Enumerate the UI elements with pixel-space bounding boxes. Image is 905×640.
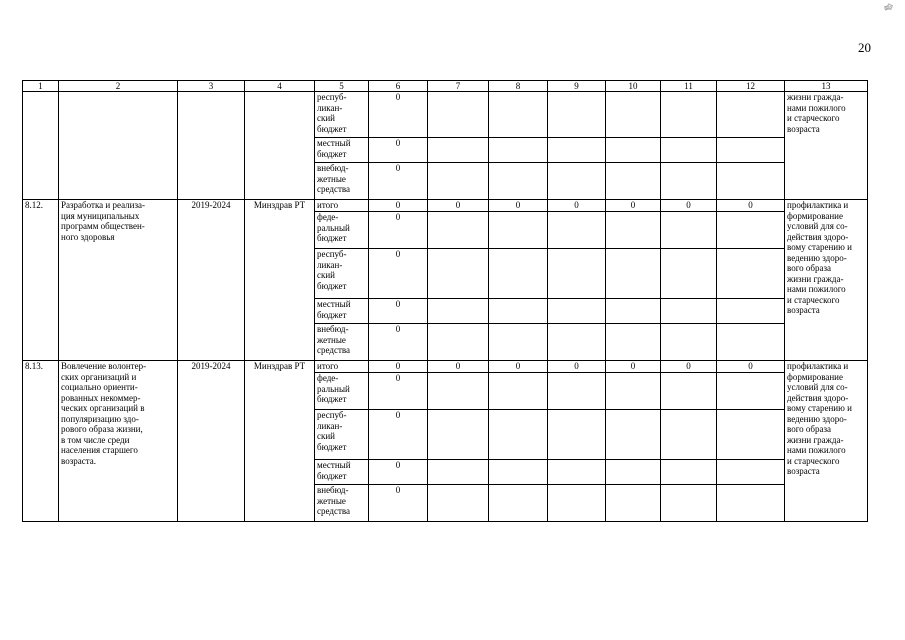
amount-cell: 0 bbox=[369, 460, 428, 485]
years-cell bbox=[178, 92, 245, 200]
funding-source: местный бюджет bbox=[315, 460, 369, 485]
col-header: 13 bbox=[785, 81, 868, 92]
amount-cell: 0 bbox=[369, 212, 428, 249]
name-cell bbox=[59, 92, 178, 200]
amount-cell: 0 bbox=[369, 92, 428, 138]
program-table bbox=[22, 80, 868, 522]
col-header: 5 bbox=[315, 81, 369, 92]
result-cell: профилактика и формирование условий для со- действия здоро- вому старению и ведению здоро- вого образа жизни гражда- нами пожилого и старческого возраста bbox=[785, 361, 868, 522]
amount-cell: 0 bbox=[661, 361, 717, 373]
col-header: 3 bbox=[178, 81, 245, 92]
amount-cell: 0 bbox=[369, 249, 428, 299]
amount-cell: 0 bbox=[369, 324, 428, 361]
item-number: 8.13. bbox=[23, 361, 59, 522]
col-header: 2 bbox=[59, 81, 178, 92]
amount-cell: 0 bbox=[369, 410, 428, 460]
col-header: 4 bbox=[245, 81, 315, 92]
col-header: 8 bbox=[489, 81, 548, 92]
item-years: 2019-2024 bbox=[178, 200, 245, 361]
col-header: 10 bbox=[606, 81, 661, 92]
amount-cell: 0 bbox=[369, 485, 428, 522]
funding-source: местный бюджет bbox=[315, 299, 369, 324]
amount-cell: 0 bbox=[548, 200, 606, 212]
amount-cell: 0 bbox=[369, 299, 428, 324]
funding-source: респуб- ликан- ский бюджет bbox=[315, 92, 369, 138]
col-header: 11 bbox=[661, 81, 717, 92]
funding-source: итого bbox=[315, 200, 369, 212]
corner-mark: ۩ bbox=[881, 2, 895, 13]
funding-source: респуб- ликан- ский бюджет bbox=[315, 410, 369, 460]
item-name: Разработка и реализа- ция муниципальных программ обществен- ного здоровья bbox=[59, 200, 178, 361]
amount-cell: 0 bbox=[428, 361, 489, 373]
funding-source: респуб- ликан- ский бюджет bbox=[315, 249, 369, 299]
amount-cell: 0 bbox=[428, 200, 489, 212]
amount-cell: 0 bbox=[489, 200, 548, 212]
col-header: 9 bbox=[548, 81, 606, 92]
col-header: 7 bbox=[428, 81, 489, 92]
item-years: 2019-2024 bbox=[178, 361, 245, 522]
table-row bbox=[23, 200, 868, 212]
funding-source: местный бюджет bbox=[315, 138, 369, 163]
funding-source: внебюд- жетные средства bbox=[315, 485, 369, 522]
amount-cell: 0 bbox=[606, 200, 661, 212]
col-header: 12 bbox=[717, 81, 785, 92]
amount-cell: 0 bbox=[369, 163, 428, 200]
number-cell bbox=[23, 92, 59, 200]
amount-cell: 0 bbox=[717, 361, 785, 373]
amount-cell: 0 bbox=[717, 200, 785, 212]
funding-source: внебюд- жетные средства bbox=[315, 324, 369, 361]
funding-source: внебюд- жетные средства bbox=[315, 163, 369, 200]
amount-cell: 0 bbox=[489, 361, 548, 373]
amount-cell: 0 bbox=[369, 200, 428, 212]
amount-cell: 0 bbox=[369, 361, 428, 373]
executor-cell bbox=[245, 92, 315, 200]
col-header: 1 bbox=[23, 81, 59, 92]
funding-source: феде- ральный бюджет bbox=[315, 212, 369, 249]
amount-cell: 0 bbox=[369, 373, 428, 410]
amount-cell: 0 bbox=[661, 200, 717, 212]
result-cell: профилактика и формирование условий для со- действия здоро- вому старению и ведению здоро- вого образа жизни гражда- нами пожилого и старческого возраста bbox=[785, 200, 868, 361]
amount-cell: 0 bbox=[369, 138, 428, 163]
item-name: Вовлечение волонтер- ских организаций и социально ориенти- рованных некоммер- ческих организаций в популяризацию здо- рового образа жизни, в том числе среди населения старшего возраста. bbox=[59, 361, 178, 522]
result-cell: жизни гражда- нами пожилого и старческого возраста bbox=[785, 92, 868, 200]
amount-cell: 0 bbox=[548, 361, 606, 373]
amount-cell: 0 bbox=[606, 361, 661, 373]
funding-source: итого bbox=[315, 361, 369, 373]
header-row bbox=[23, 81, 868, 92]
item-executor: Минздрав РТ bbox=[245, 361, 315, 522]
page-number: 20 bbox=[858, 40, 871, 55]
item-number: 8.12. bbox=[23, 200, 59, 361]
table-row bbox=[23, 92, 868, 138]
col-header: 6 bbox=[369, 81, 428, 92]
table-row bbox=[23, 361, 868, 373]
item-executor: Минздрав РТ bbox=[245, 200, 315, 361]
funding-source: феде- ральный бюджет bbox=[315, 373, 369, 410]
